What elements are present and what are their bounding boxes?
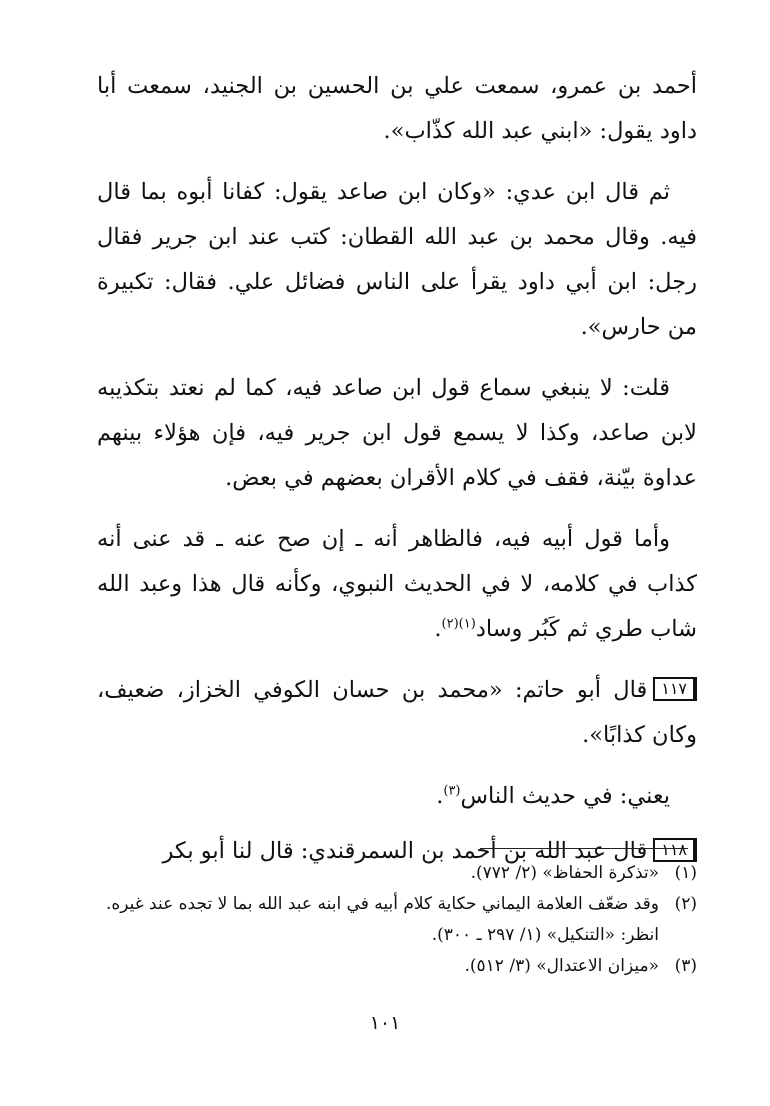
clarification-end: . <box>436 783 444 809</box>
paragraph-2: ثم قال ابن عدي: «وكان ابن صاعد يقول: كفانا أبوه بما قال فيه. وقال محمد بن عبد الله القطان: كتب عند ابن جرير فقال رجل: ابن أبي داود يقرأ على الناس فضائل علي. فقال: تكبيرة من حارس». <box>97 179 697 340</box>
footnote-number: (٣) <box>674 956 697 976</box>
footnote-ref-1-2: (١)(٢) <box>441 616 476 632</box>
main-text <box>97 64 697 890</box>
footnote-text: وقد ضعّف العلامة اليماني حكاية كلام أبيه في ابنه عبد الله بما لا تجده عند غيره. انظر: «التنكيل» (١/ ٢٩٧ ـ ٣٠٠). <box>105 894 659 945</box>
clarification <box>97 774 697 819</box>
entry-number-badge: ١١٧ <box>653 677 697 701</box>
clarification-text: يعني: في حديث الناس <box>460 783 670 809</box>
entry-number-badge: ١١٨ <box>653 838 697 862</box>
footnote-text: «تذكرة الحفاظ» (٢/ ٧٧٢). <box>470 863 659 883</box>
footnote <box>97 951 697 982</box>
page-number: ١٠١ <box>369 1012 401 1034</box>
entry-117 <box>97 668 697 758</box>
footnote <box>97 858 697 889</box>
paragraph-4-end: . <box>434 616 442 642</box>
footnote-text: «ميزان الاعتدال» (٣/ ٥١٢). <box>464 956 659 976</box>
footnote <box>97 889 697 951</box>
footnote-number: (١) <box>674 863 697 883</box>
footnotes <box>97 858 697 982</box>
footnote-number: (٢) <box>674 894 697 914</box>
paragraph-3: قلت: لا ينبغي سماع قول ابن صاعد فيه، كما لم نعتد بتكذيبه لابن صاعد، وكذا لا يسمع قول ابن جرير فيه، فإن هؤلاء بينهم عداوة بيّنة، فقف في كلام الأقران بعضهم في بعض. <box>97 375 697 491</box>
entry-118-text: قال عبد الله بن أحمد بن السمرقندي: قال لنا أبو بكر <box>162 838 648 864</box>
paragraph-4-text: وأما قول أبيه فيه، فالظاهر أنه ـ إن صح عنه ـ قد عنى أنه كذاب في كلامه، لا في الحديث النبوي، وكأنه قال هذا وعبد الله شاب طري ثم كَبُر وساد <box>97 526 697 642</box>
paragraph-1: أحمد بن عمرو، سمعت علي بن الحسين بن الجنيد، سمعت أبا داود يقول: «ابني عبد الله كذّاب». <box>97 73 697 144</box>
entry-117-text: قال أبو حاتم: «محمد بن حسان الكوفي الخزاز، ضعيف، وكان كذابًا». <box>97 677 697 748</box>
paragraph-4 <box>97 517 697 652</box>
footnote-ref-3: (٣) <box>443 783 461 799</box>
footnote-separator <box>480 848 688 849</box>
